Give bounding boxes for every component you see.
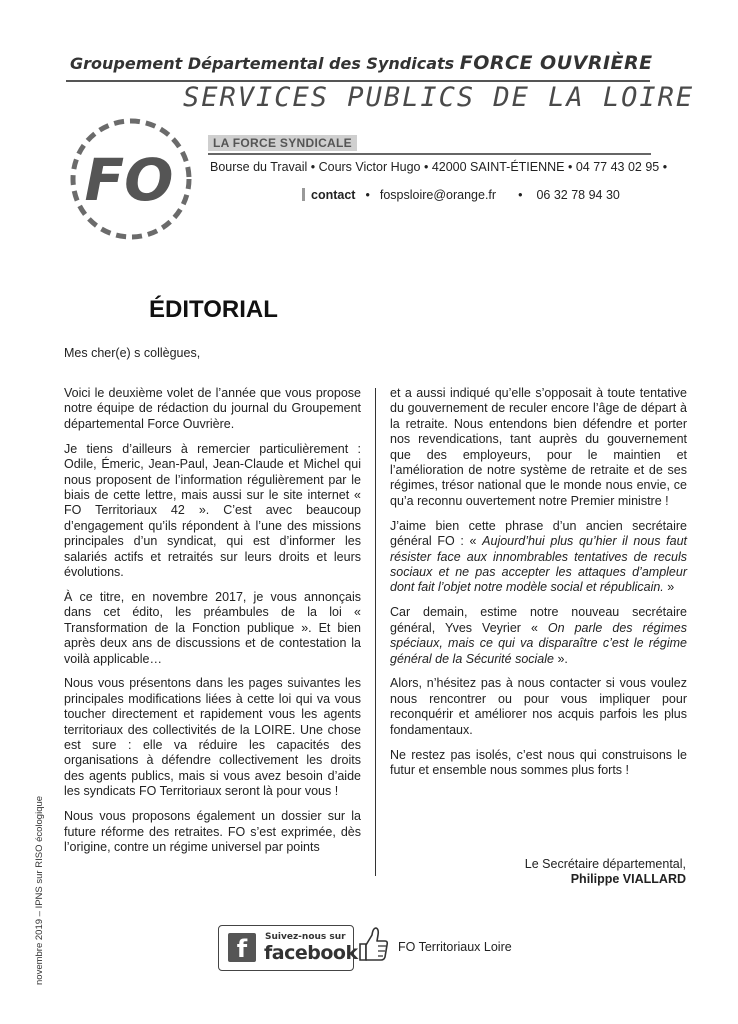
tagline: LA FORCE SYNDICALE	[208, 135, 357, 151]
greeting: Mes cher(e) s collègues,	[64, 346, 201, 360]
quote-text: On parle des régimes spéciaux, mais ce qui va disparaître c’est le régime général de la Sécurité sociale	[390, 620, 687, 666]
organization-prefix: Groupement Départemental des Syndicats	[70, 54, 455, 73]
quote-end: ».	[554, 651, 568, 666]
quote-text: Aujourd’hui plus qu’hier il nous faut résister face aux innombrables tentatives de reculs sociaux et ne pas accepter les attaques d’ampleur dont fait l’objet notre modèle social et républicain.	[390, 534, 688, 595]
quote-end: »	[663, 580, 675, 595]
column-divider	[375, 388, 376, 876]
logo-text: FO	[84, 146, 174, 214]
editorial-title: ÉDITORIAL	[149, 296, 278, 323]
address: Bourse du Travail • Cours Victor Hugo • 42000 SAINT-ÉTIENNE • 04 77 43 02 95 •	[210, 160, 668, 174]
paragraph: Je tiens d’ailleurs à remercier particulièrement : Odile, Émeric, Jean-Paul, Jean-Claude et Michel qui nous proposent de l’information régulièrement par le biais de cette lettre, mais aussi sur le site internet « FO Territoriaux 42 ». C’est avec beaucoup d’engagement qu’ils répondent à l’une des missions principales d’un syndicat, qui est d’informer les salariés actifs et retraités sur leurs droits et leurs évolutions.	[64, 441, 361, 579]
facebook-f-icon: f	[228, 933, 256, 962]
left-column	[64, 386, 361, 865]
quote-intro: J’aime bien cette phrase d’un ancien secrétaire général FO : «	[390, 518, 687, 549]
paragraph: Nous vous présentons dans les pages suivantes les principales modifications liées à cette loi qui va vous toucher directement et rapidement vous les agents territoriaux des collectivités de la LOIRE. Une chose est sure : elle va réduire les capacités des organisations à défendre collectivement les droits des agents publics, mais si vous avez besoin d’aide les syndicats FO Territoriaux seront là pour vous !	[64, 676, 361, 799]
facebook-button[interactable]	[218, 925, 358, 971]
right-column	[390, 386, 687, 788]
paragraph: Ne restez pas isolés, c’est nous qui construisons le futur et ensemble nous sommes plus forts !	[390, 747, 687, 777]
contact-row	[302, 188, 620, 202]
paragraph-quote-1	[390, 519, 687, 596]
paragraph-quote-2	[390, 605, 687, 667]
signature-role: Le Secrétaire départemental,	[524, 857, 686, 871]
paragraph: Nous vous proposons également un dossier sur la future réforme des retraites. FO s’est exprimée, dès l’origine, contre un régime universel par points	[64, 809, 361, 854]
contact-email[interactable]: fospsloire@orange.fr	[379, 188, 497, 202]
side-note: novembre 2019 – IPNS sur RISO écologique	[34, 795, 45, 985]
organization-line	[70, 52, 653, 74]
organization-emphasis: FORCE OUVRIÈRE	[459, 52, 653, 74]
paragraph: Alors, n’hésitez pas à nous contacter si vous voulez nous rencontrer ou pour vous impliquer pour reconquérir et améliorer nos acquis parfois les plus fondamentaux.	[390, 676, 687, 737]
contact-rule	[208, 153, 651, 155]
contact-bullet-2: •	[518, 188, 523, 202]
facebook-follow-text: Suivez-nous sur	[265, 932, 346, 942]
quote-intro: Car demain, estime notre nouveau secrétaire général, Yves Veyrier «	[390, 605, 687, 635]
fo-logo	[66, 114, 196, 244]
contact-label: contact	[311, 188, 356, 202]
paragraph: et a aussi indiqué qu’elle s’opposait à toute tentative du gouvernement de reculer encore l’âge de départ à la retraite. Nous entendons bien défendre et porter nos revendications, tant auprès du gouvernement que des employeurs, pour le maintien et l’amélioration de notre système de retraite et de ses régimes, trésor national que le monde nous envie, ce qu’a reconnu ouvertement notre Premier ministre !	[390, 386, 687, 508]
paragraph: Voici le deuxième volet de l’année que vous propose notre équipe de rédaction du journal du Groupement départemental Force Ouvrière.	[64, 386, 361, 431]
contact-phone: 06 32 78 94 30	[536, 188, 620, 202]
facebook-wordmark: facebook	[264, 942, 358, 964]
paragraph: À ce titre, en novembre 2017, je vous annonçais dans cet édito, les préambules de la loi « Transformation de la Fonction publique ». Et bien après deux ans de discussions et de contestation la voilà applicable…	[64, 589, 361, 666]
signature-name: Philippe VIALLARD	[570, 872, 686, 887]
facebook-page-name: FO Territoriaux Loire	[398, 940, 512, 954]
contact-bullet: •	[365, 188, 370, 202]
thumbs-up-icon	[356, 924, 390, 964]
signature	[390, 857, 686, 888]
page-title: SERVICES PUBLICS DE LA LOIRE	[183, 82, 695, 113]
contact-marker	[302, 188, 305, 201]
